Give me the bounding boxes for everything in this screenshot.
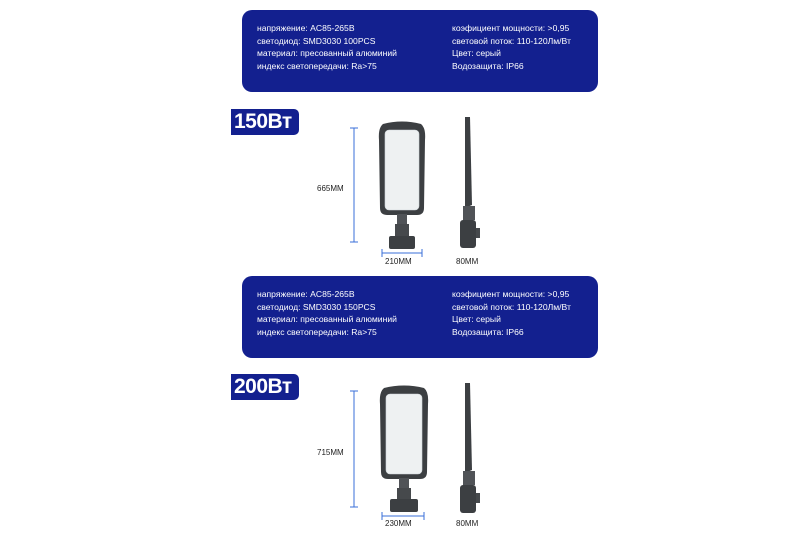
spec-ip-rating: Водозащита: IP66 [452,60,524,71]
spec-color: Цвет: серый [452,48,501,59]
spec-led: светодиод: SMD3030 100PCS [257,35,376,46]
spec-material: материал: пресованный алюминий [257,314,397,325]
power-label-150w: 150Вт [231,109,299,135]
width-label: 230MM [385,519,412,528]
streetlight-side-icon [460,383,480,513]
power-label-200w: 200Вт [231,374,299,400]
spec-luminous-flux: световой поток: 110-120Лм/Вт [452,35,571,46]
height-label: 715MM [317,448,344,457]
spec-ip-rating: Водозащита: IP66 [452,326,524,337]
depth-label: 80MM [456,257,479,266]
spec-voltage: напряжение: AC85-265В [257,289,355,299]
spec-cri: индекс светопередачи: Ra>75 [257,326,377,337]
spec-material: материал: пресованный алюминий [257,48,397,59]
spec-color: Цвет: серый [452,314,501,325]
streetlight-front-icon [380,386,428,513]
height-dimension-line [350,391,358,507]
spec-power-factor: коэфициент мощности: >0,95 [452,23,570,33]
height-label: 665MM [317,184,344,193]
spec-cri: индекс светопередачи: Ra>75 [257,60,377,71]
width-label: 210MM [385,257,412,266]
spec-voltage: напряжение: AC85-265В [257,23,355,33]
spec-power-factor: коэфициент мощности: >0,95 [452,289,570,299]
spec-led: светодиод: SMD3030 150PCS [257,301,376,312]
depth-label: 80MM [456,519,479,528]
spec-luminous-flux: световой поток: 110-120Лм/Вт [452,301,571,312]
